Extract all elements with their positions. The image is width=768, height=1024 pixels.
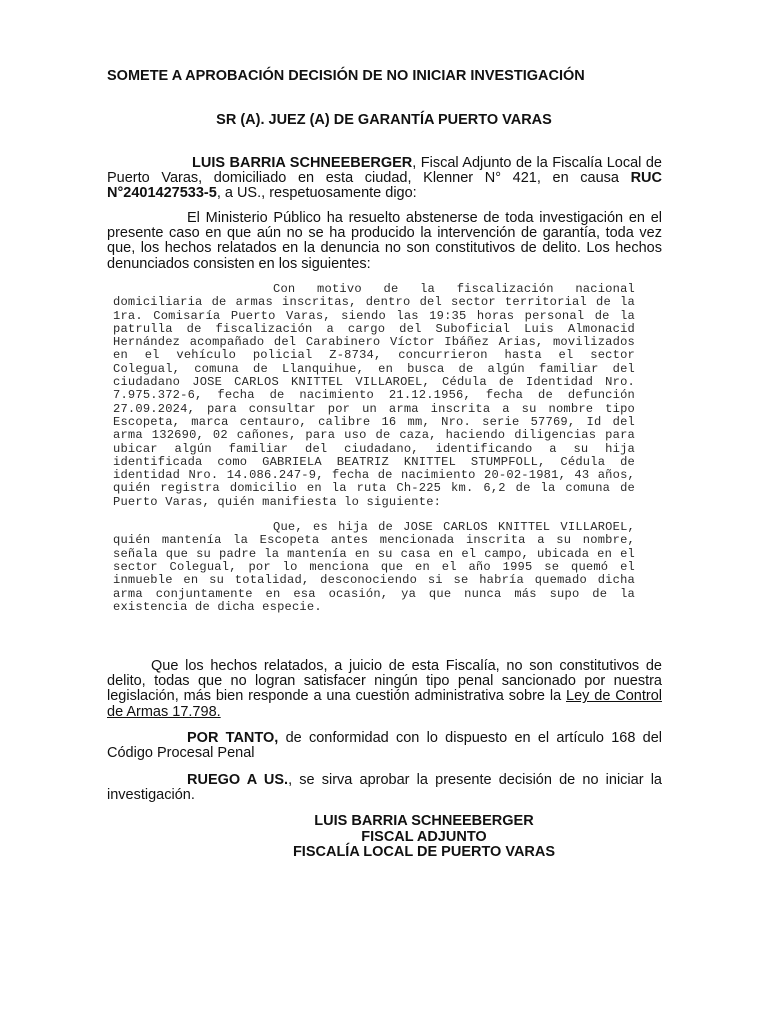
conclusion-text: Que los hechos relatados, a juicio de esta Fiscalía, no son constitutivos de delito, todas que no logran satisfacer ningún tipo penal sancionado por nuestra legislación, más bien responde a una cuestión administrativa sobre la (107, 658, 662, 705)
scanned-paragraph-1-text: Con motivo de la fiscalización nacional domiciliaria de armas inscritas, dentro del sector territorial de la 1ra. Comisaría Puerto Varas, siendo las 19:35 horas personal de la patrulla de fiscalización a cargo del Suboficial Luis Almonacid Hernández acompañado del Carabinero Víctor Ibáñez Arias, movilizados en el vehículo policial Z-8734, concurrieron hasta el sector Colegual, comuna de Llanquihue, en busca de algún familiar del ciudadano JOSE CARLOS KNITTEL VILLAROEL, Cédula de Identidad Nro. 7.975.372-6, fecha de nacimiento 21.12.1956, fecha de defunción 27.09.2024, para consultar por un arma inscrita a su nombre tipo Escopeta, marca centauro, calibre 16 mm, Nro. serie 57769, Id del arma 132690, 02 cañones, para uso de caza, haciendo diligencias para ubicar algún familiar del ciudadano, identificando a su hija identificada como GABRIELA BEATRIZ KNITTEL STUMPFOLL, Cédula de identidad Nro. 14.086.247-9, fecha de nacimiento 20-02-1981, 43 años, quién registra domicilio en la ruta Ch-225 km. 6,2 de la comuna de Puerto Varas, quién manifiesta lo siguiente: (113, 282, 635, 509)
law-reference: Ley de Control de Armas 17.798. (107, 688, 662, 720)
signature-role: FISCAL ADJUNTO (361, 828, 487, 845)
ruego-lead: RUEGO A US. (187, 772, 289, 788)
conclusion-paragraph (107, 659, 662, 720)
intro-paragraph (107, 156, 662, 202)
intro-text-1: , Fiscal Adjunto de la Fiscalía Local de Puerto Varas, domiciliado en esta ciudad, Klenner N° 421, en causa (107, 155, 662, 187)
document-title: SOMETE A APROBACIÓN DECISIÓN DE NO INICIAR INVESTIGACIÓN (107, 68, 585, 84)
scanned-paragraph-2-text: Que, es hija de JOSE CARLOS KNITTEL VILLAROEL, quién mantenía la Escopeta antes mencionada inscrita a su nombre, señala que su padre la mantenía en su casa en el campo, ubicada en el sector Colegual, por lo menciona que en el año 1995 se quemó el inmueble en su totalidad, desconociendo si se habría quemado dicha arma conjuntamente en esa ocasión, ya que nunca más supo de la existencia de dicha especie. (113, 520, 635, 614)
addressee-line: SR (A). JUEZ (A) DE GARANTÍA PUERTO VARAS (216, 112, 552, 128)
facts-intro-paragraph (107, 211, 662, 272)
prosecutor-name: LUIS BARRIA SCHNEEBERGER (192, 155, 413, 171)
ruego-paragraph (107, 773, 662, 803)
ruego-text: , se sirva aprobar la presente decisión de no iniciar la investigación. (107, 772, 662, 804)
signature-name: LUIS BARRIA SCHNEEBERGER (314, 813, 534, 829)
scanned-paragraph-1 (113, 283, 635, 509)
por-tanto-paragraph (107, 731, 662, 761)
intro-text-2: , a US., respetuosamente digo: (216, 185, 417, 202)
scanned-paragraph-2 (113, 521, 635, 614)
ruc-number: RUC N°2401427533-5 (107, 170, 662, 202)
scanned-police-report-excerpt (113, 283, 635, 614)
signature-block (0, 814, 768, 861)
facts-intro-text: El Ministerio Público ha resuelto abstenerse de toda investigación en el presente caso en que aún no se ha producido la intervención de garantía, toda vez que, los hechos relatados en la denuncia no son constitutivos de delito. Los hechos denunciados consisten en los siguientes: (107, 210, 662, 272)
por-tanto-text: de conformidad con lo dispuesto en el artículo 168 del Código Procesal Penal (107, 730, 663, 762)
signature-office: FISCALÍA LOCAL DE PUERTO VARAS (292, 844, 556, 860)
por-tanto-lead: POR TANTO, (187, 730, 279, 746)
